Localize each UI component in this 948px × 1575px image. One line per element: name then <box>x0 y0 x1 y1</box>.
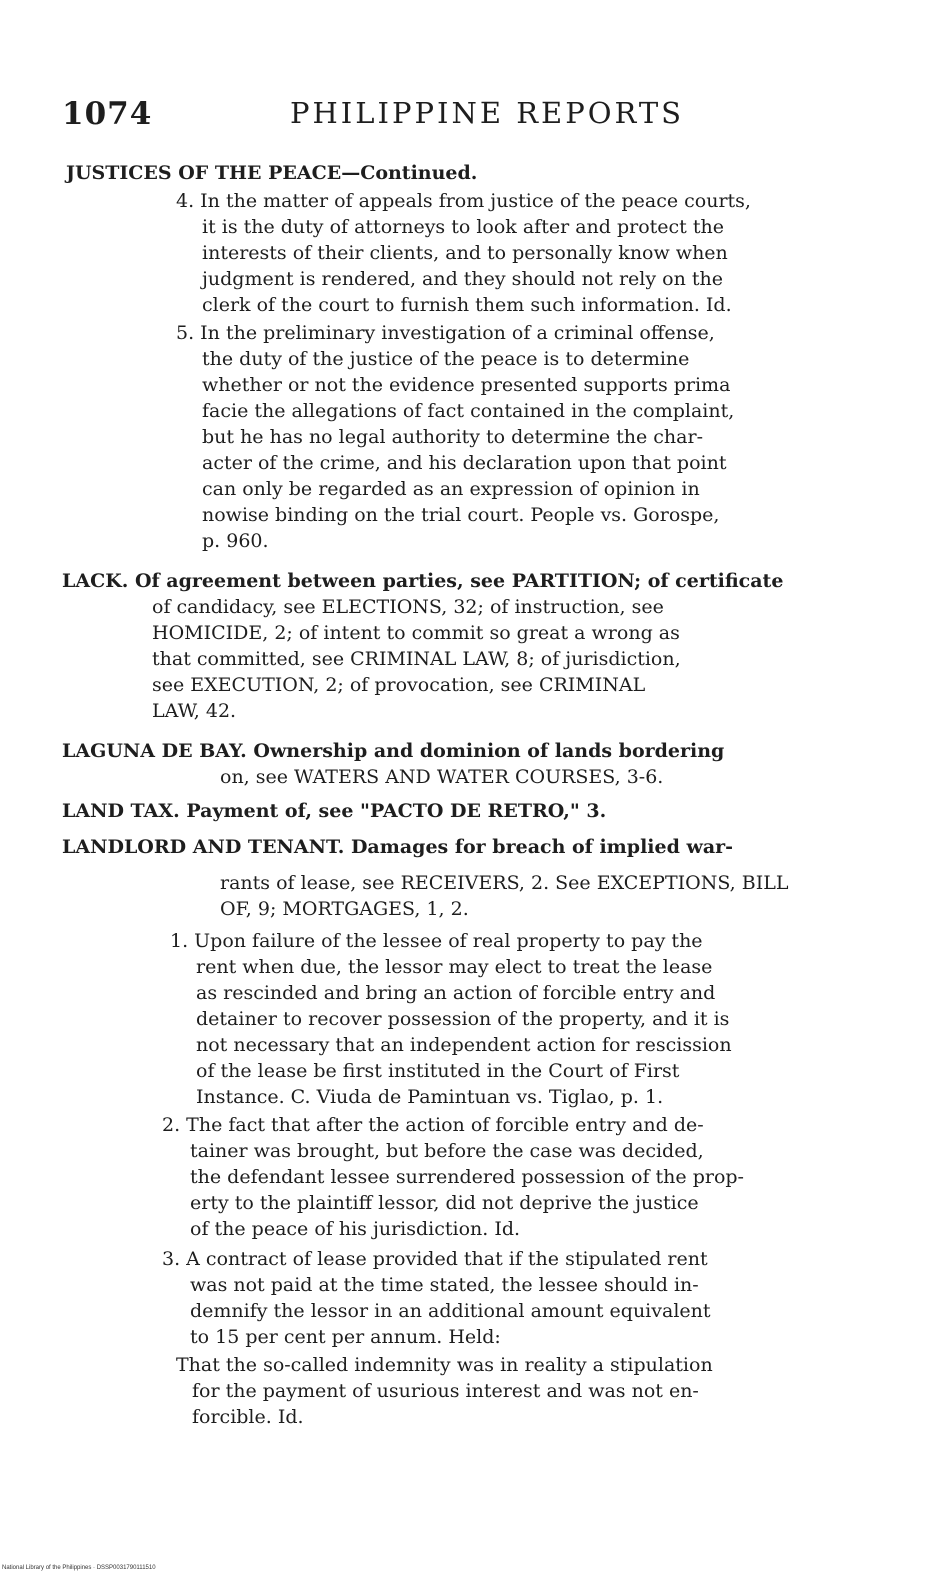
text-line: of the lease be first instituted in the Court of First <box>196 1060 680 1082</box>
text-line: not necessary that an independent action for rescission <box>196 1034 732 1056</box>
text-line: clerk of the court to furnish them such information. Id. <box>202 294 732 316</box>
text-line: p. 960. <box>202 530 269 552</box>
text-line: acter of the crime, and his declaration upon that point <box>202 452 727 474</box>
text-line: but he has no legal authority to determine the char- <box>202 426 703 448</box>
entry-heading-justices: JUSTICES OF THE PEACE—Continued. <box>66 162 478 184</box>
text-line: facie the allegations of fact contained in the complaint, <box>202 400 735 422</box>
text-line: That the so-called indemnity was in reality a stipulation <box>176 1354 713 1376</box>
text-line: the defendant lessee surrendered possession of the prop- <box>190 1166 744 1188</box>
text-line: rent when due, the lessor may elect to treat the lease <box>196 956 713 978</box>
text-line: 5. In the preliminary investigation of a criminal offense, <box>176 322 715 344</box>
page-title: PHILIPPINE REPORTS <box>290 96 685 130</box>
text-line: it is the duty of attorneys to look after and protect the <box>202 216 724 238</box>
text-line: LAW, 42. <box>152 700 237 722</box>
text-line: can only be regarded as an expression of opinion in <box>202 478 700 500</box>
text-line: Instance. C. Viuda de Pamintuan vs. Tiglao, p. 1. <box>196 1086 664 1108</box>
text-line: was not paid at the time stated, the lessee should in- <box>190 1274 699 1296</box>
entry-heading-landlord: LANDLORD AND TENANT. Damages for breach of implied war- <box>62 836 734 858</box>
text-line: HOMICIDE, 2; of intent to commit so great a wrong as <box>152 622 680 644</box>
text-line: to 15 per cent per annum. Held: <box>190 1326 501 1348</box>
text-line: detainer to recover possession of the property, and it is <box>196 1008 730 1030</box>
text-line: erty to the plaintiff lessor, did not deprive the justice <box>190 1192 699 1214</box>
entry-heading-lack: LACK. Of agreement between parties, see PARTITION; of certificate <box>62 570 784 592</box>
text-line: interests of their clients, and to personally know when <box>202 242 728 264</box>
text-line: see EXECUTION, 2; of provocation, see CRIMINAL <box>152 674 646 696</box>
page-header <box>62 96 862 140</box>
text-line: judgment is rendered, and they should not rely on the <box>202 268 723 290</box>
text-line: nowise binding on the trial court. People vs. Gorospe, <box>202 504 720 526</box>
text-line: rants of lease, see RECEIVERS, 2. See EXCEPTIONS, BILL <box>220 872 789 894</box>
page-number: 1074 <box>62 96 153 132</box>
text-line: that committed, see CRIMINAL LAW, 8; of jurisdiction, <box>152 648 681 670</box>
text-line: on, see WATERS AND WATER COURSES, 3-6. <box>220 766 664 788</box>
scan-footer: National Library of the Philippines · DSSP0031790111510 <box>2 1565 156 1571</box>
entry-heading-laguna: LAGUNA DE BAY. Ownership and dominion of lands bordering <box>62 740 725 762</box>
text-line: of the peace of his jurisdiction. Id. <box>190 1218 521 1240</box>
text-line: OF, 9; MORTGAGES, 1, 2. <box>220 898 469 920</box>
text-line: 3. A contract of lease provided that if the stipulated rent <box>162 1248 708 1270</box>
text-line: the duty of the justice of the peace is to determine <box>202 348 690 370</box>
text-line: of candidacy, see ELECTIONS, 32; of instruction, see <box>152 596 664 618</box>
text-line: 1. Upon failure of the lessee of real property to pay the <box>170 930 703 952</box>
entry-heading-land-tax: LAND TAX. Payment of, see "PACTO DE RETRO," 3. <box>62 800 607 822</box>
text-line: tainer was brought, but before the case was decided, <box>190 1140 704 1162</box>
text-line: whether or not the evidence presented supports prima <box>202 374 731 396</box>
text-line: forcible. Id. <box>192 1406 304 1428</box>
text-line: as rescinded and bring an action of forcible entry and <box>196 982 716 1004</box>
text-line: demnify the lessor in an additional amount equivalent <box>190 1300 711 1322</box>
text-line: 2. The fact that after the action of forcible entry and de- <box>162 1114 704 1136</box>
text-line: 4. In the matter of appeals from justice of the peace courts, <box>176 190 751 212</box>
text-line: for the payment of usurious interest and was not en- <box>192 1380 699 1402</box>
